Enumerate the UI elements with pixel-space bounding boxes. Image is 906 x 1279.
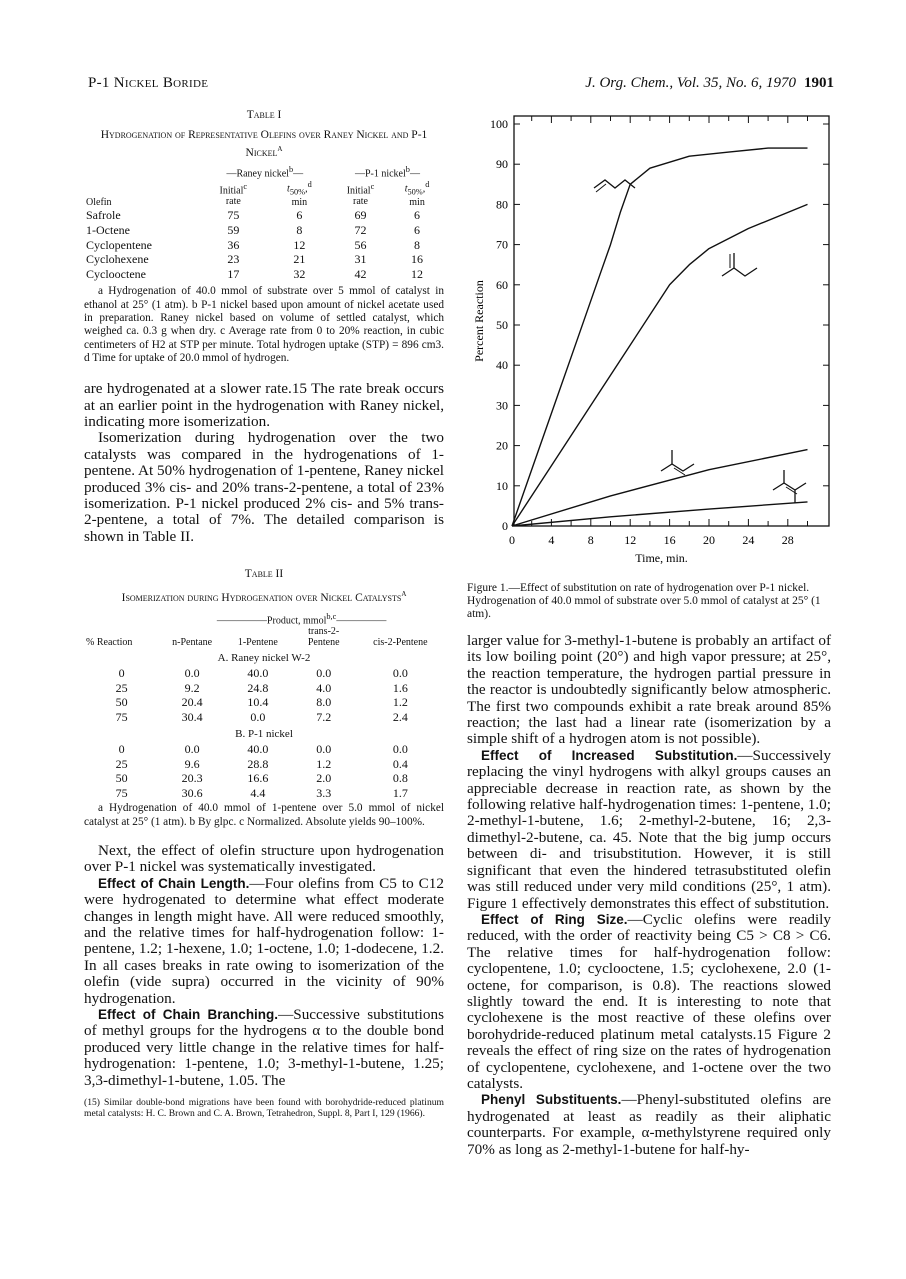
table2-group-row (84, 611, 444, 626)
table1-cell: Safrole (86, 208, 121, 223)
table2-a-cell: 2.4 (392, 709, 408, 724)
table2-b-cell: 28.8 (247, 756, 269, 771)
heading-increased-substitution: Effect of Increased Substitution. (481, 747, 738, 763)
table2-b-cell: 25 (115, 756, 128, 771)
table2-b-row (84, 757, 444, 772)
table1-caption (84, 108, 444, 160)
table1-cell: 32 (293, 266, 306, 281)
paragraph-3-methyl-1-butene: larger value for 3-methyl-1-butene is probably an artifact of its low boiling point (20°) and high vapor pressure; at 25°, the reaction temperature, the hydrogen partial pressure in the reactor is undoubtedly significantly below atmospheric. The first two compounds exhibit a rate break around 85% reaction; the last had a linear rate (isomerization by a simple shift of a hydrogen atom is not possible). (467, 632, 831, 748)
table2-b-cell: 20.3 (181, 771, 203, 786)
table2-a-cell: 8.0 (316, 695, 332, 710)
table2-footnote: a Hydrogenation of 40.0 mmol of 1-pentene over 5.0 mmol of nickel catalyst at 25° (1 atm). b By glpc. c Normalized. Absolute yields 90–100%. (84, 802, 444, 828)
paragraph-isomerization: Isomerization during hydrogenation over the two catalysts was compared in the hydrogenations of 1-pentene. At 50% hydrogenation of 1-pentene, Raney nickel produced 3% cis- and 20% trans-2-pentene, a total of 23% isomerization. P-1 nickel produced 2% cis- and 5% trans-2-pentene, a total of 7%. The detailed comparison is shown in Table II. (84, 429, 444, 545)
x-tick-label: 28 (781, 533, 794, 547)
x-tick-label: 16 (663, 533, 676, 547)
y-tick-label: 70 (496, 237, 508, 252)
table2-a-cell: 4.0 (316, 680, 332, 695)
table2-col-reaction: % Reaction (86, 637, 133, 649)
x-tick-label: 12 (624, 533, 637, 547)
table2-a-cell: 0.0 (250, 709, 266, 724)
table2-a-cell: 0.0 (316, 666, 332, 681)
table2-body-a (84, 666, 444, 724)
table2-b-cell: 0.4 (392, 756, 408, 771)
table2-section-b: B. P-1 nickel (235, 728, 293, 741)
table1-title: Hydrogenation of Representative Olefins over Raney Nickel and P-1 Nickel (100, 129, 428, 159)
table1-cell: 8 (296, 223, 303, 238)
table2-a-cell: 1.6 (392, 680, 408, 695)
table1-cell: 1-Octene (86, 223, 130, 238)
table1-row (84, 267, 444, 282)
table1-cell: 59 (227, 223, 240, 238)
table1-footnote: a Hydrogenation of 40.0 mmol of substrate over 5 mmol of catalyst in ethanol at 25° (1 atm). b P-1 nickel based upon amount of nickel acetate used in preparation. Raney nickel based on volume of settled catalyst, which weighed ca. 0.3 g when dry. c Average rate from 0 to 20% reaction, in cubic centimeters of H2 at STP per minute. Total hydrogen uptake (STP) = 896 cm3. d Time for uptake of 20.0 mmol of hydrogen. (84, 285, 444, 364)
heading-ring-size: Effect of Ring Size. (481, 911, 628, 927)
table2-b-row (84, 786, 444, 801)
table1-cell: 12 (293, 237, 306, 252)
table2-b-cell: 0.0 (184, 742, 200, 757)
y-tick-label: 50 (496, 318, 508, 332)
table1-col-t50-p1: $t_{50\%},^d$ min (404, 180, 430, 209)
running-header-right (585, 75, 834, 92)
heading-chain-branching: Effect of Chain Branching. (98, 1007, 279, 1023)
table2-b-cell: 2.0 (316, 771, 332, 786)
table1-cell: 8 (414, 237, 421, 252)
table1-cell: 6 (414, 208, 421, 223)
series-2-methyl-2-butene (512, 450, 808, 526)
series-1-pentene (512, 148, 808, 526)
x-tick-label: 0 (509, 533, 515, 547)
table1-row (84, 223, 444, 238)
paragraph-rate-break: are hydrogenated at a slower rate.15 The rate break occurs at an earlier point in the hydrogenation with Raney nickel, indicating more isomerization. (84, 380, 444, 431)
footnote-15: (15) Similar double-bond migrations have been found with borohydride-reduced platinum metal catalysts: H. C. Brown and C. A. Brown, Tetrahedron, Suppl. 8, Part I, 129 (1966). (84, 1097, 444, 1120)
table1-row (84, 252, 444, 267)
y-tick-label: 90 (496, 157, 508, 172)
table1-cell: 36 (227, 237, 240, 252)
table2-col-1pentene: 1-Pentene (237, 637, 278, 649)
table1-cell: 56 (354, 237, 367, 252)
figure-1-caption: Figure 1.—Effect of substitution on rate of hydrogenation over P-1 nickel. Hydrogenation of 40.0 mmol of substrate over 5.0 mmol of catalyst at 25° (1 atm). (467, 582, 821, 620)
table2-b-cell: 3.3 (316, 785, 332, 800)
table2-a-cell: 0.0 (184, 666, 200, 681)
table1-title-sup: a (277, 143, 283, 154)
table1-cell: 6 (296, 208, 303, 223)
table1-cell: 69 (354, 208, 367, 223)
table1-cell: 12 (411, 266, 424, 281)
table2-number: Table II (244, 568, 284, 581)
table2-title-sup: a (401, 588, 407, 600)
table1-col-initial-p1: Initial$^c$ rate (346, 181, 375, 207)
table2-caption (84, 567, 444, 605)
table1-body (84, 208, 444, 281)
table1-group-raney: —Raney nickel$^b$— (226, 164, 304, 180)
table2-b-cell: 0.8 (392, 771, 408, 786)
y-tick-label: 100 (490, 117, 508, 131)
table1-cell: 16 (411, 252, 424, 267)
table2-b-cell: 40.0 (247, 742, 269, 757)
table2-b-cell: 50 (115, 771, 128, 786)
table2-b-cell: 9.6 (184, 756, 200, 771)
table2-a-row (84, 666, 444, 681)
table2-a-cell: 50 (115, 695, 128, 710)
table2-body-b (84, 742, 444, 800)
paragraph-ring-size: Effect of Ring Size.—Cyclic olefins were readily reduced, with the order of reactivity being C5 > C8 > C6. The relative times for half-hydrogenation follow: cyclopentene, 1.0; cyclooctene, 1.5; cyclohexene, 2.0 (1-octene, for comparison, is 0.8). The reactions slowed slightly toward the end. It is interesting to note that cyclohexene is the most reactive of these olefins over borohydride-reduced platinum metal catalysts.15 Figure 2 reveals the effect of ring size on the rates of hydrogenation of cyclopentene, cyclohexene, and 1-octene over the two catalysts. (467, 910, 831, 1092)
table1-col-initial-raney: Initial$^c$ rate (219, 181, 248, 207)
table2-col-cis: cis-2-Pentene (373, 637, 428, 649)
paragraph-chain-branching: Effect of Chain Branching.—Successive substitutions of methyl groups for the hydrogens α to the double bond produced very little change in the relative times for half-hydrogenation: 1-pentene, 1.0; 3-methyl-1-butene, 1.25; 3,3-dimethyl-1-butene, 1.05. The (84, 1006, 444, 1089)
figure-1 (467, 108, 831, 578)
table1-row (84, 208, 444, 223)
table1-cell: Cyclooctene (86, 266, 146, 281)
y-tick-label: 60 (496, 277, 508, 292)
y-tick-label: 30 (496, 398, 508, 413)
table2-col-trans: trans-2-Pentene (307, 626, 340, 649)
page-number: 1901 (804, 75, 834, 91)
table1-cell: Cyclopentene (86, 237, 152, 252)
x-tick-label: 20 (703, 533, 715, 547)
y-tick-label: 40 (496, 358, 508, 373)
table2-b-cell: 1.7 (392, 785, 408, 800)
x-axis-label: Time, min. (635, 551, 688, 565)
series-2-3-dimethyl-2-butene (512, 502, 808, 526)
table1-group-p1: —P-1 nickel$^b$— (354, 164, 420, 180)
table2-b-cell: 0 (118, 742, 125, 757)
y-tick-label: 20 (496, 438, 508, 453)
y-tick-label: 0 (502, 519, 508, 533)
table1-cell: 42 (354, 266, 367, 281)
journal-citation: J. Org. Chem., Vol. 35, No. 6, 1970 (585, 75, 796, 91)
table1-cell: 23 (227, 252, 240, 267)
y-tick-label: 10 (496, 478, 508, 493)
table2-b-cell: 1.2 (316, 756, 332, 771)
table1-col-olefin: Olefin (86, 197, 112, 209)
table1-cell: 72 (354, 223, 367, 238)
table2-b-cell: 16.6 (247, 771, 269, 786)
table1 (84, 164, 444, 282)
y-tick-label: 80 (496, 197, 508, 212)
table2-b-cell: 4.4 (250, 785, 266, 800)
table2-a-cell: 0.0 (392, 666, 408, 681)
series-2-methyl-1-butene (512, 204, 808, 526)
table2-b-row (84, 771, 444, 786)
table2-header-row (84, 626, 444, 648)
running-header-left: P-1 Nickel Boride (88, 75, 209, 91)
right-column (467, 108, 831, 1158)
table2-b-cell: 30.6 (181, 785, 203, 800)
table1-col-t50-raney: $t_{50\%},^d$ min (287, 180, 312, 209)
table2-a-row (84, 695, 444, 710)
table2-group-product: —————Product, mmol$^{b,c}$————— (216, 612, 387, 627)
paragraph-increased-substitution: Effect of Increased Substitution.—Successively replacing the vinyl hydrogens with alkyl groups causes an appreciable decrease in reaction rate, as shown by the following relative half-hydrogenation times: 1-pentene, 1.0; 2-methyl-1-butene, 1.6; 2-methyl-2-butene, 16; 2,3-dimethyl-2-butene, ca. 45. Note that the big jump occurs between di- and trisubstitution. However, it is still significant that even the hindered tetrasubstituted olefin was still reduced under very mild conditions (25°, 1 atm). Figure 1 effectively demonstrates this effect of substitution. (467, 746, 831, 912)
paragraph-chain-length: Effect of Chain Length.—Four olefins from C5 to C12 were hydrogenated to determine what effect moderate changes in length might have. All were reduced smoothly, and the relative times for half-hydrogenation follow: 1-pentene, 1.2; 1-hexene, 1.0; 1-octene, 1.0; 1-dodecene, 1.2. In all cases breaks in rate owing to isomerization of the olefin (vide supra) occurred in the vicinity of 90% hydrogenation. (84, 874, 444, 1007)
molecule-2-methyl-1-butene-icon (722, 268, 757, 276)
figure-1-chart (467, 108, 831, 578)
table1-row (84, 238, 444, 253)
table2-b-cell: 0.0 (316, 742, 332, 757)
table1-cell: 17 (227, 266, 240, 281)
table2-a-row (84, 710, 444, 725)
table2-title: Isomerization during Hydrogenation over Nickel Catalysts (121, 592, 402, 605)
x-tick-label: 4 (548, 533, 555, 547)
table1-group-row (84, 164, 444, 179)
table2-b-cell: 75 (115, 785, 128, 800)
heading-chain-length: Effect of Chain Length. (98, 875, 250, 891)
table1-cell: 31 (354, 252, 367, 267)
table1-cell: 21 (293, 252, 306, 267)
table2-a-cell: 7.2 (316, 709, 332, 724)
table2-a-cell: 0 (118, 666, 125, 681)
table2-a-cell: 20.4 (181, 695, 203, 710)
table1-cell: Cyclohexene (86, 252, 149, 267)
table2-col-npentane: n-Pentane (172, 637, 213, 649)
table1-cell: 75 (227, 208, 240, 223)
table2-a-row (84, 681, 444, 696)
table2-a-cell: 40.0 (247, 666, 269, 681)
table2-a-cell: 1.2 (392, 695, 408, 710)
table2-a-cell: 75 (115, 709, 128, 724)
left-column (84, 108, 444, 1119)
table1-cell: 6 (414, 223, 421, 238)
table2-b-row (84, 742, 444, 757)
table2-a-cell: 9.2 (184, 680, 200, 695)
table2-b-cell: 0.0 (392, 742, 408, 757)
table2-section-a: A. Raney nickel W-2 (217, 652, 311, 665)
table1-header-row (84, 179, 444, 208)
heading-phenyl: Phenyl Substituents. (481, 1092, 622, 1108)
table1-number: Table I (246, 109, 282, 121)
table2-a-cell: 30.4 (181, 709, 203, 724)
x-tick-label: 24 (742, 533, 755, 547)
table2-a-cell: 10.4 (247, 695, 269, 710)
table2-a-cell: 25 (115, 680, 128, 695)
y-axis-label: Percent Reaction (472, 280, 486, 362)
paragraph-phenyl: Phenyl Substituents.—Phenyl-substituted olefins are hydrogenated at least as readily as their aliphatic counterparts. For example, α-methylstyrene required only 70% as long as 2-methyl-1-butene for half-hy- (467, 1091, 831, 1158)
table2 (84, 611, 444, 800)
x-tick-label: 8 (587, 533, 594, 547)
table2-a-cell: 24.8 (247, 680, 269, 695)
paragraph-olefin-structure: Next, the effect of olefin structure upon hydrogenation over P-1 nickel was systematically investigated. (84, 841, 444, 876)
